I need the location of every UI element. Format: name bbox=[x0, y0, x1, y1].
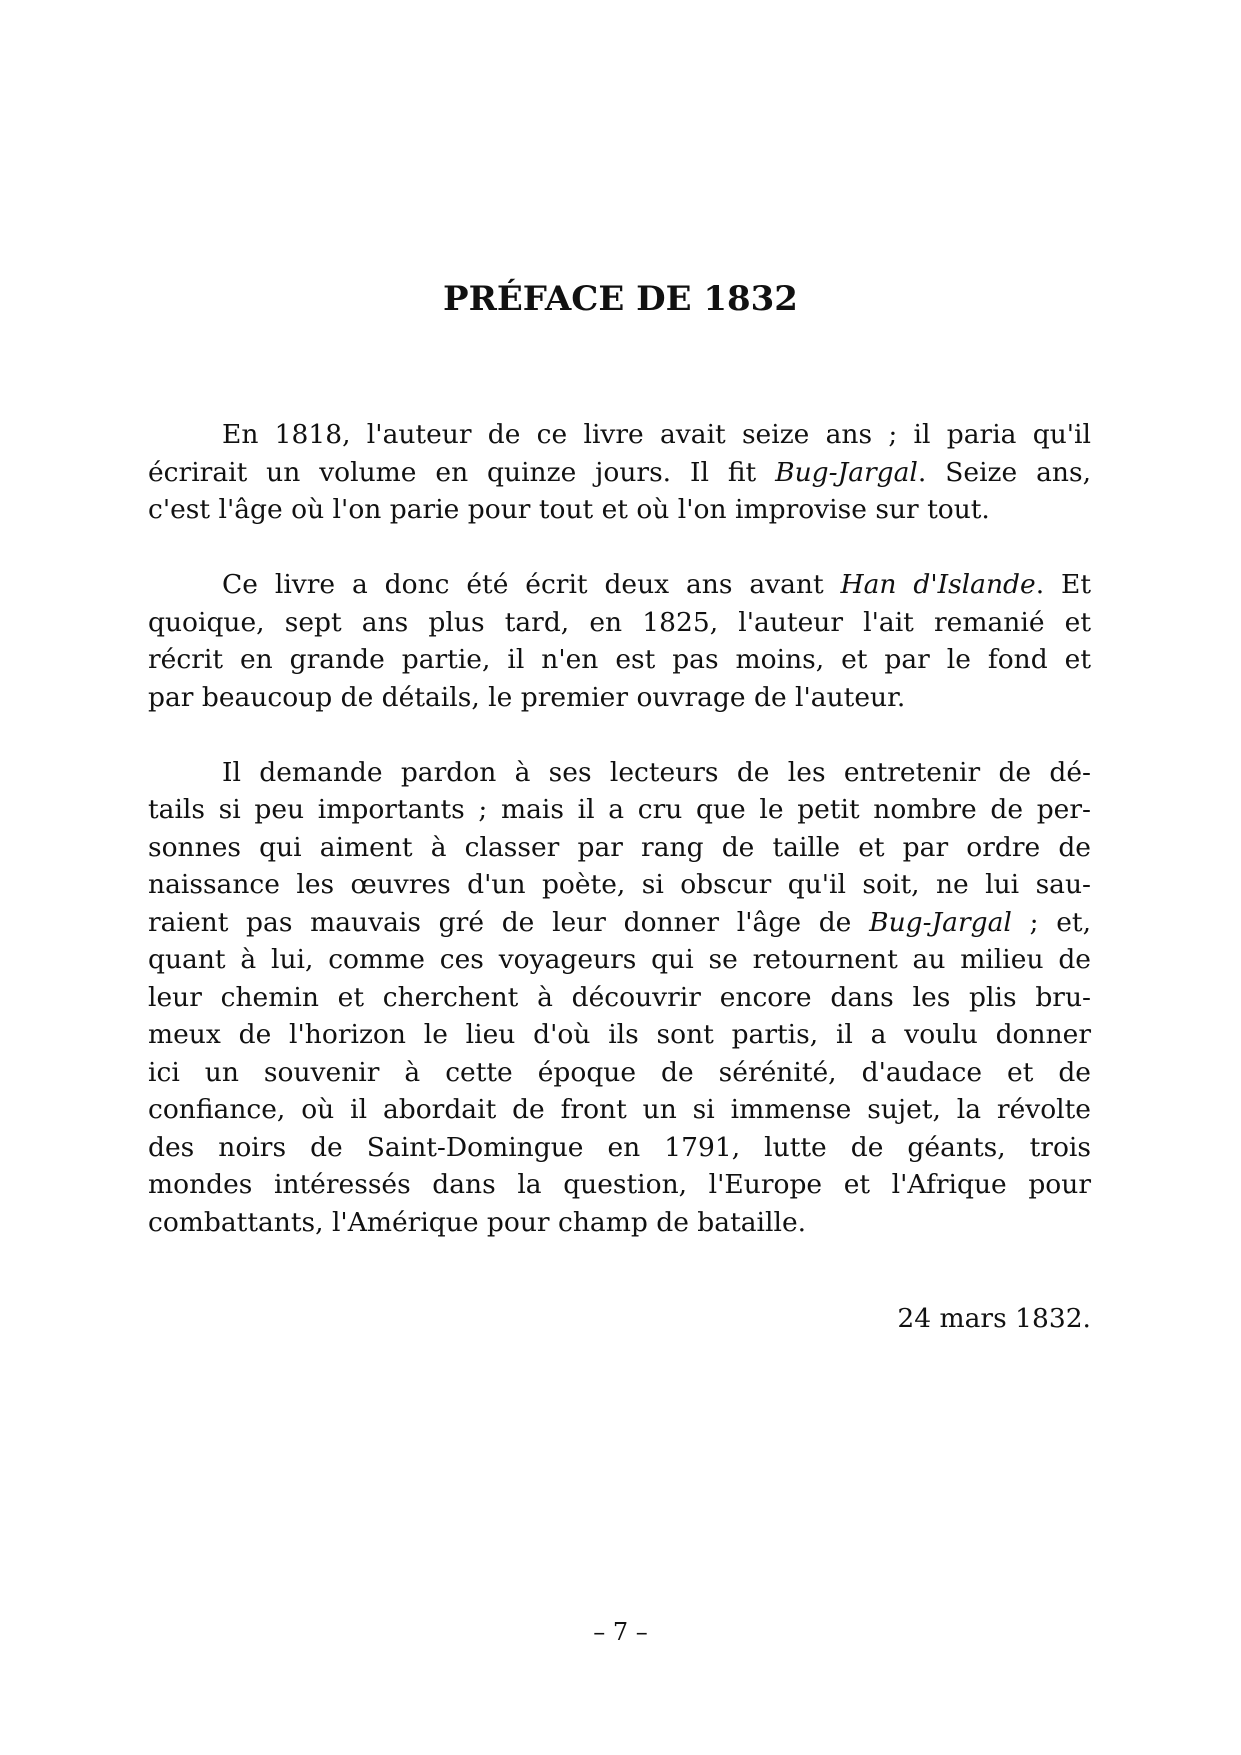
text-line: leur chemin et cherchent à découvrir encore dans les plis bru- bbox=[148, 981, 1091, 1013]
text-line: des noirs de Saint-Domingue en 1791, lutte de géants, trois bbox=[148, 1131, 1091, 1163]
text-line: combattants, l'Amérique pour champ de bataille. bbox=[148, 1206, 807, 1238]
paragraph-1 bbox=[148, 416, 1091, 529]
book-title-italic: Han d'Islande bbox=[840, 569, 1036, 600]
text-line: sonnes qui aiment à classer par rang de taille et par ordre de bbox=[148, 831, 1091, 863]
body-text bbox=[148, 416, 1091, 1279]
text-line: c'est l'âge où l'on parie pour tout et où l'on improvise sur tout. bbox=[148, 494, 990, 525]
text-line: confiance, où il abordait de front un si immense sujet, la révolte bbox=[148, 1094, 1091, 1125]
text-line: quant à lui, comme ces voyageurs qui se retournent au milieu de bbox=[148, 944, 1091, 975]
text-line: quoique, sept ans plus tard, en 1825, l'auteur l'ait remanié et bbox=[148, 606, 1091, 638]
text-line: Ce livre a donc été écrit deux ans avant Han d'Islande. Et bbox=[222, 569, 1091, 600]
book-title-italic: Bug-Jargal bbox=[775, 456, 918, 488]
page-number: – 7 – bbox=[593, 1618, 648, 1646]
text-line: récrit en grande partie, il n'en est pas moins, et par le fond et bbox=[148, 644, 1091, 675]
text-line: par beaucoup de détails, le premier ouvrage de l'auteur. bbox=[148, 681, 906, 713]
text-line: tails si peu importants ; mais il a cru que le petit nombre de per- bbox=[148, 794, 1091, 825]
text-line: raient pas mauvais gré de leur donner l'âge de Bug-Jargal ; et, bbox=[148, 906, 1092, 938]
paragraph-2 bbox=[148, 566, 1091, 716]
text-line: écrirait un volume en quinze jours. Il fit Bug-Jargal. Seize ans, bbox=[148, 456, 1091, 488]
book-title-italic: Bug-Jargal bbox=[869, 906, 1012, 938]
signature-date: 24 mars 1832. bbox=[897, 1303, 1091, 1334]
text-line: meux de l'horizon le lieu d'où ils sont partis, il a voulu donner bbox=[148, 1019, 1091, 1050]
text-line: Il demande pardon à ses lecteurs de les entretenir de dé- bbox=[222, 756, 1091, 788]
text-line: mondes intéressés dans la question, l'Europe et l'Afrique pour bbox=[148, 1169, 1091, 1200]
text-line: naissance les œuvres d'un poète, si obscur qu'il soit, ne lui sau- bbox=[148, 869, 1091, 900]
paragraph-3 bbox=[148, 754, 1091, 1242]
text-line: ici un souvenir à cette époque de sérénité, d'audace et de bbox=[148, 1056, 1091, 1088]
text-line: En 1818, l'auteur de ce livre avait seize ans ; il paria qu'il bbox=[222, 419, 1091, 450]
page-title: PRÉFACE DE 1832 bbox=[443, 279, 798, 319]
